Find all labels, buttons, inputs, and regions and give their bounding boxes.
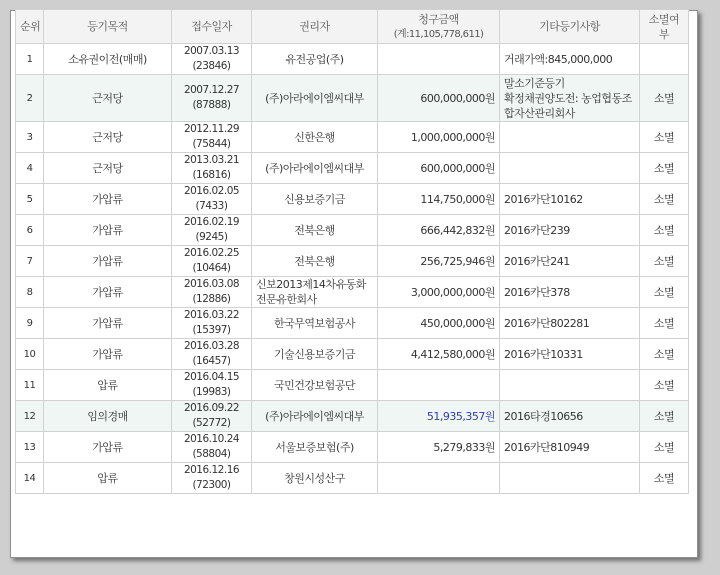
cell-holder-text: 유전공업(주) bbox=[285, 52, 344, 66]
cell-holder-text: 한국무역보험공사 bbox=[273, 316, 355, 330]
cell-purpose-text: 가압류 bbox=[92, 347, 123, 361]
cell-amount-text: 450,000,000원 bbox=[420, 316, 495, 330]
cell-extinct bbox=[640, 401, 689, 432]
cell-holder-text: 창원시성산구 bbox=[284, 471, 345, 485]
cell-date-text: 2007.12.27 bbox=[183, 84, 240, 96]
cell-purpose bbox=[44, 153, 172, 184]
cell-holder bbox=[252, 370, 378, 401]
cell-holder bbox=[252, 463, 378, 494]
cell-no bbox=[16, 339, 44, 370]
table-row bbox=[16, 75, 689, 122]
cell-purpose bbox=[44, 246, 172, 277]
table-body bbox=[16, 44, 689, 494]
cell-amount-text: 5,279,833원 bbox=[433, 440, 495, 454]
cell-extinct-text: 소멸 bbox=[653, 409, 675, 423]
table-row bbox=[16, 308, 689, 339]
cell-no-text: 14 bbox=[23, 472, 36, 484]
cell-notes bbox=[500, 277, 640, 308]
cell-holder bbox=[252, 246, 378, 277]
cell-extinct bbox=[640, 153, 689, 184]
cell-extinct bbox=[640, 122, 689, 153]
cell-no-text: 8 bbox=[26, 286, 33, 298]
cell-no bbox=[16, 75, 44, 122]
header-amount-total: (계:11,105,778,611) bbox=[393, 28, 484, 40]
table-row bbox=[16, 153, 689, 184]
cell-amount bbox=[378, 153, 500, 184]
cell-amount-text: 1,000,000,000원 bbox=[410, 130, 495, 144]
cell-holder bbox=[252, 44, 378, 75]
header-holder: 권리자 bbox=[252, 10, 378, 44]
cell-date bbox=[172, 153, 252, 184]
cell-date bbox=[172, 277, 252, 308]
cell-receipt-text: (9245) bbox=[195, 231, 228, 243]
cell-date-text: 2016.10.24 bbox=[183, 433, 240, 445]
cell-purpose bbox=[44, 122, 172, 153]
cell-notes bbox=[500, 246, 640, 277]
cell-notes-line: 2016타경10656 bbox=[504, 409, 583, 423]
cell-date-text: 2016.12.16 bbox=[183, 464, 240, 476]
cell-no bbox=[16, 122, 44, 153]
cell-date-text: 2013.03.21 bbox=[183, 154, 240, 166]
cell-no-text: 9 bbox=[26, 317, 33, 329]
cell-no bbox=[16, 277, 44, 308]
cell-receipt-text: (52772) bbox=[192, 417, 231, 429]
cell-date bbox=[172, 432, 252, 463]
table-row bbox=[16, 370, 689, 401]
cell-holder bbox=[252, 75, 378, 122]
cell-holder-text: (주)아라에이엠씨대부 bbox=[265, 91, 364, 105]
cell-extinct-text: 소멸 bbox=[653, 254, 675, 268]
header-amount-label: 청구금액 bbox=[418, 12, 459, 26]
cell-purpose-text: 가압류 bbox=[92, 254, 123, 268]
cell-date bbox=[172, 44, 252, 75]
cell-extinct bbox=[640, 277, 689, 308]
cell-holder-text: 전북은행 bbox=[294, 223, 335, 237]
cell-receipt-text: (23846) bbox=[192, 60, 231, 72]
table-row bbox=[16, 401, 689, 432]
table-row bbox=[16, 277, 689, 308]
cell-amount bbox=[378, 370, 500, 401]
cell-no-text: 13 bbox=[23, 441, 36, 453]
cell-holder bbox=[252, 215, 378, 246]
cell-notes-line: 2016카단802281 bbox=[504, 316, 590, 330]
cell-amount-text: 114,750,000원 bbox=[420, 192, 495, 206]
cell-amount bbox=[378, 44, 500, 75]
cell-notes bbox=[500, 463, 640, 494]
cell-holder bbox=[252, 308, 378, 339]
cell-no bbox=[16, 463, 44, 494]
cell-extinct bbox=[640, 75, 689, 122]
cell-date bbox=[172, 184, 252, 215]
cell-notes bbox=[500, 401, 640, 432]
cell-purpose-text: 가압류 bbox=[92, 223, 123, 237]
cell-notes bbox=[500, 339, 640, 370]
cell-amount-text: 4,412,580,000원 bbox=[410, 347, 495, 361]
cell-no bbox=[16, 246, 44, 277]
cell-holder-text: 신용보증기금 bbox=[284, 192, 345, 206]
cell-notes-line: 2016카단10331 bbox=[504, 347, 583, 361]
cell-notes-line: 2016카단378 bbox=[504, 285, 570, 299]
cell-extinct-text: 소멸 bbox=[653, 91, 675, 105]
cell-purpose bbox=[44, 308, 172, 339]
cell-receipt-text: (7433) bbox=[195, 200, 228, 212]
cell-purpose-text: 근저당 bbox=[92, 91, 123, 105]
cell-amount bbox=[378, 75, 500, 122]
cell-amount bbox=[378, 339, 500, 370]
cell-no-text: 4 bbox=[26, 162, 33, 174]
cell-extinct bbox=[640, 432, 689, 463]
cell-amount-text: 256,725,946원 bbox=[420, 254, 495, 268]
cell-notes-line: 2016카단241 bbox=[504, 254, 570, 268]
cell-date bbox=[172, 339, 252, 370]
cell-notes bbox=[500, 75, 640, 122]
cell-date bbox=[172, 75, 252, 122]
cell-purpose-text: 근저당 bbox=[92, 130, 123, 144]
cell-no-text: 2 bbox=[26, 92, 33, 104]
cell-date bbox=[172, 401, 252, 432]
header-no: 순위 bbox=[16, 10, 44, 44]
cell-no-text: 5 bbox=[26, 193, 33, 205]
cell-receipt-text: (58804) bbox=[192, 448, 231, 460]
cell-purpose bbox=[44, 277, 172, 308]
cell-notes bbox=[500, 184, 640, 215]
header-notes: 기타등기사항 bbox=[500, 10, 640, 44]
cell-holder-text: 신한은행 bbox=[294, 130, 335, 144]
table-row bbox=[16, 122, 689, 153]
cell-no-text: 1 bbox=[26, 53, 33, 65]
cell-extinct-text: 소멸 bbox=[653, 316, 675, 330]
cell-date-text: 2016.04.15 bbox=[183, 371, 240, 383]
table-row bbox=[16, 44, 689, 75]
cell-extinct-text: 소멸 bbox=[653, 347, 675, 361]
cell-holder bbox=[252, 122, 378, 153]
registry-table bbox=[15, 9, 689, 494]
cell-receipt-text: (12886) bbox=[192, 293, 231, 305]
cell-holder bbox=[252, 401, 378, 432]
cell-date-text: 2012.11.29 bbox=[183, 123, 240, 135]
table-row bbox=[16, 339, 689, 370]
table-row bbox=[16, 432, 689, 463]
cell-notes-line: 거래가액:845,000,000 bbox=[504, 52, 613, 66]
cell-holder-text: (주)아라에이엠씨대부 bbox=[265, 409, 364, 423]
cell-holder bbox=[252, 432, 378, 463]
cell-amount-text: 600,000,000원 bbox=[420, 91, 495, 105]
cell-purpose-text: 가압류 bbox=[92, 285, 123, 299]
cell-amount bbox=[378, 463, 500, 494]
cell-receipt-text: (72300) bbox=[192, 479, 231, 491]
cell-extinct bbox=[640, 246, 689, 277]
cell-notes-line: 말소기준등기 bbox=[504, 76, 565, 90]
cell-amount bbox=[378, 401, 500, 432]
cell-purpose-text: 가압류 bbox=[92, 316, 123, 330]
header-extinct: 소멸여부 bbox=[640, 10, 689, 44]
cell-holder bbox=[252, 277, 378, 308]
cell-notes bbox=[500, 215, 640, 246]
cell-extinct-text: 소멸 bbox=[653, 223, 675, 237]
cell-purpose bbox=[44, 339, 172, 370]
cell-extinct-text: 소멸 bbox=[653, 192, 675, 206]
header-purpose: 등기목적 bbox=[44, 10, 172, 44]
cell-no bbox=[16, 153, 44, 184]
cell-extinct bbox=[640, 184, 689, 215]
table-row bbox=[16, 463, 689, 494]
table-row bbox=[16, 215, 689, 246]
cell-no-text: 10 bbox=[23, 348, 36, 360]
cell-notes-line: 2016카단239 bbox=[504, 223, 570, 237]
cell-holder bbox=[252, 153, 378, 184]
cell-amount bbox=[378, 184, 500, 215]
cell-receipt-text: (15397) bbox=[192, 324, 231, 336]
cell-purpose bbox=[44, 184, 172, 215]
cell-extinct bbox=[640, 308, 689, 339]
cell-receipt-text: (75844) bbox=[192, 138, 231, 150]
cell-holder-text: 신보2013제14차유동화전문유한회사 bbox=[256, 278, 366, 306]
cell-no bbox=[16, 370, 44, 401]
cell-holder-text: (주)아라에이엠씨대부 bbox=[265, 161, 364, 175]
cell-extinct-text: 소멸 bbox=[653, 285, 675, 299]
cell-purpose bbox=[44, 401, 172, 432]
cell-notes bbox=[500, 308, 640, 339]
cell-notes bbox=[500, 44, 640, 75]
cell-receipt-text: (87888) bbox=[192, 99, 231, 111]
cell-no bbox=[16, 308, 44, 339]
cell-no-text: 11 bbox=[23, 379, 36, 391]
cell-purpose-text: 압류 bbox=[97, 471, 118, 485]
cell-amount bbox=[378, 277, 500, 308]
cell-purpose bbox=[44, 432, 172, 463]
cell-purpose-text: 근저당 bbox=[92, 161, 123, 175]
cell-date bbox=[172, 308, 252, 339]
cell-purpose-text: 소유권이전(매매) bbox=[68, 52, 147, 66]
cell-date bbox=[172, 122, 252, 153]
cell-notes bbox=[500, 432, 640, 463]
cell-no bbox=[16, 184, 44, 215]
cell-extinct bbox=[640, 370, 689, 401]
cell-amount-text: 666,442,832원 bbox=[420, 223, 495, 237]
cell-notes bbox=[500, 370, 640, 401]
cell-notes bbox=[500, 122, 640, 153]
cell-purpose-text: 가압류 bbox=[92, 192, 123, 206]
cell-notes-line: 2016카단10162 bbox=[504, 192, 583, 206]
cell-date-text: 2016.02.19 bbox=[183, 216, 240, 228]
cell-extinct-text: 소멸 bbox=[653, 161, 675, 175]
cell-purpose bbox=[44, 44, 172, 75]
cell-no bbox=[16, 401, 44, 432]
cell-amount bbox=[378, 122, 500, 153]
cell-no-text: 12 bbox=[23, 410, 36, 422]
cell-purpose-text: 가압류 bbox=[92, 440, 123, 454]
cell-amount bbox=[378, 246, 500, 277]
cell-amount bbox=[378, 215, 500, 246]
cell-no-text: 7 bbox=[26, 255, 33, 267]
cell-extinct bbox=[640, 339, 689, 370]
header-amount bbox=[378, 10, 500, 44]
cell-date-text: 2007.03.13 bbox=[183, 45, 240, 57]
cell-date bbox=[172, 370, 252, 401]
cell-purpose-text: 임의경매 bbox=[87, 409, 128, 423]
cell-purpose bbox=[44, 215, 172, 246]
cell-date-text: 2016.03.22 bbox=[183, 309, 240, 321]
cell-holder-text: 기술신용보증기금 bbox=[273, 347, 355, 361]
cell-notes bbox=[500, 153, 640, 184]
cell-holder bbox=[252, 339, 378, 370]
cell-no bbox=[16, 215, 44, 246]
cell-purpose bbox=[44, 463, 172, 494]
table-header-row bbox=[16, 10, 689, 44]
cell-date bbox=[172, 215, 252, 246]
cell-amount-text: 51,935,357원 bbox=[426, 409, 495, 423]
cell-date-text: 2016.02.25 bbox=[183, 247, 240, 259]
cell-extinct bbox=[640, 215, 689, 246]
cell-no bbox=[16, 432, 44, 463]
cell-holder-text: 서울보증보험(주) bbox=[275, 440, 354, 454]
cell-notes-line: 2016카단810949 bbox=[504, 440, 590, 454]
cell-holder bbox=[252, 184, 378, 215]
cell-purpose bbox=[44, 370, 172, 401]
cell-notes-line: 확정채권양도전: 농업협동조합자산관리회사 bbox=[504, 91, 632, 120]
header-date: 접수일자 bbox=[172, 10, 252, 44]
cell-date-text: 2016.09.22 bbox=[183, 402, 240, 414]
cell-date-text: 2016.02.05 bbox=[183, 185, 240, 197]
cell-amount-text: 3,000,000,000원 bbox=[410, 285, 495, 299]
cell-extinct bbox=[640, 44, 689, 75]
cell-purpose bbox=[44, 75, 172, 122]
table-row bbox=[16, 184, 689, 215]
cell-no-text: 3 bbox=[26, 131, 33, 143]
cell-purpose-text: 압류 bbox=[97, 378, 118, 392]
cell-extinct-text: 소멸 bbox=[653, 378, 675, 392]
cell-date bbox=[172, 463, 252, 494]
cell-receipt-text: (16457) bbox=[192, 355, 231, 367]
cell-no-text: 6 bbox=[26, 224, 33, 236]
cell-holder-text: 전북은행 bbox=[294, 254, 335, 268]
cell-extinct-text: 소멸 bbox=[653, 130, 675, 144]
cell-extinct bbox=[640, 463, 689, 494]
cell-amount bbox=[378, 308, 500, 339]
cell-extinct-text: 소멸 bbox=[653, 471, 675, 485]
table-row bbox=[16, 246, 689, 277]
cell-receipt-text: (19983) bbox=[192, 386, 231, 398]
cell-holder-text: 국민건강보험공단 bbox=[273, 378, 355, 392]
cell-receipt-text: (10464) bbox=[192, 262, 231, 274]
cell-extinct-text: 소멸 bbox=[653, 440, 675, 454]
cell-date bbox=[172, 246, 252, 277]
cell-receipt-text: (16816) bbox=[192, 169, 231, 181]
cell-no bbox=[16, 44, 44, 75]
cell-amount-text: 600,000,000원 bbox=[420, 161, 495, 175]
cell-date-text: 2016.03.08 bbox=[183, 278, 240, 290]
cell-amount bbox=[378, 432, 500, 463]
cell-date-text: 2016.03.28 bbox=[183, 340, 240, 352]
